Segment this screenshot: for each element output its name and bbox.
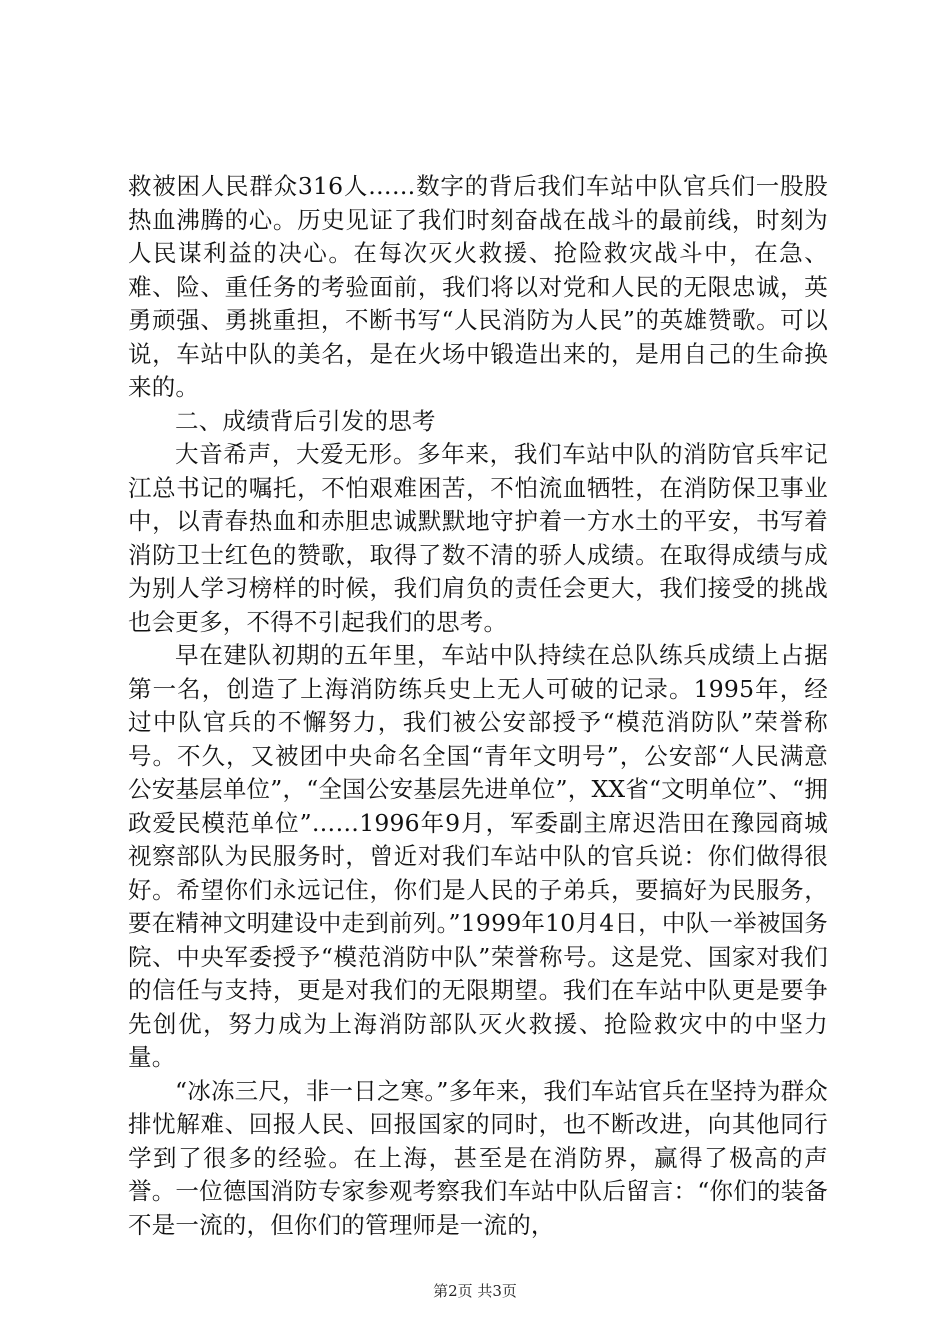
document-body — [128, 170, 828, 1242]
paragraph-rescue-summary: 救被困人民群众316人……数字的背后我们车站中队官兵们一股股热血沸腾的心。历史见证了我们时刻奋战在战斗的最前线，时刻为人民谋利益的决心。在每次灭火救援、抢险救灾战斗中，在急、难、险、重任务的考验面前，我们将以对党和人民的无限忠诚，英勇顽强、勇挑重担，不断书写“人民消防为人民”的英雄赞歌。可以说，车站中队的美名，是在火场中锻造出来的，是用自己的生命换来的。 — [128, 172, 828, 401]
page-footer: 第2页 共3页 — [433, 1282, 517, 1300]
section-heading: 二、成绩背后引发的思考 — [175, 406, 436, 435]
paragraph-reputation: “冰冻三尺，非一日之寒。”多年来，我们车站官兵在坚持为群众排忧解难、回报人民、回报国家的同时，也不断改进，向其他同行学到了很多的经验。在上海，甚至是在消防界，赢得了极高的声誉。一位德国消防专家参观考察我们车站中队后留言：“你们的装备不是一流的，但你们的管理师是一流的， — [128, 1076, 828, 1239]
paragraph-history-honors: 早在建队初期的五年里，车站中队持续在总队练兵成绩上占据第一名，创造了上海消防练兵史上无人可破的记录。1995年，经过中队官兵的不懈努力，我们被公安部授予“模范消防队”荣誉称号。不久，又被团中央命名全国“青年文明号”，公安部“人民满意公安基层单位”，“全国公安基层先进单位”，XX省“文明单位”、“拥政爱民模范单位”……1996年9月，军委副主席迟浩田在豫园商城视察部队为民服务时，曾近对我们车站中队的官兵说：你们做得很好。希望你们永远记住，你们是人民的子弟兵，要搞好为民服务，要在精神文明建设中走到前列。”1999年10月4日，中队一举被国务院、中央军委授予“模范消防中队”荣誉称号。这是党、国家对我们的信任与支持，更是对我们的无限期望。我们在车站中队更是要争先创优，努力成为上海消防部队灭火救援、抢险救灾中的中坚力量。 — [128, 641, 828, 1071]
paragraph-reflection: 大音希声，大爱无形。多年来，我们车站中队的消防官兵牢记江总书记的嘱托，不怕艰难困苦，不怕流血牺牲，在消防保卫事业中，以青春热血和赤胆忠诚默默地守护着一方水土的平安，书写着消防卫士红色的赞歌，取得了数不清的骄人成绩。在取得成绩与成为别人学习榜样的时候，我们肩负的责任会更大，我们接受的挑战也会更多，不得不引起我们的思考。 — [128, 440, 828, 636]
